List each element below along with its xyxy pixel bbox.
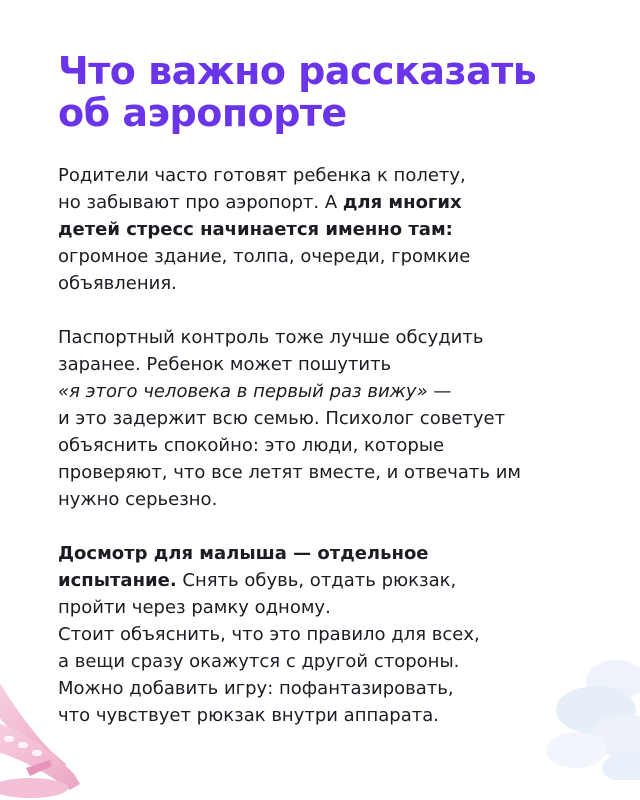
text-line: Стоит объяснить, что это правило для всех, [58, 624, 480, 645]
text-line: пройти через рамку одному. [58, 597, 331, 618]
text-line: объявления. [58, 273, 177, 294]
bold-text: Досмотр для малыша — отдельное [58, 543, 429, 564]
text-line: Паспортный контроль тоже лучше обсудить [58, 327, 484, 348]
text-line: огромное здание, толпа, очереди, громкие [58, 246, 471, 267]
text-line: объяснить спокойно: это люди, которые [58, 435, 445, 456]
text-line: заранее. Ребенок может пошутить [58, 354, 392, 375]
title-line-2: об аэропорте [58, 91, 347, 135]
bold-text: испытание. [58, 570, 177, 591]
paragraph-airport [58, 162, 618, 297]
text-line [58, 378, 618, 405]
bold-text: для многих [342, 192, 462, 213]
text-line: и это задержит всю семью. Психолог советует [58, 408, 506, 429]
text-line: нужно серьезно. [58, 489, 218, 510]
text-line [58, 189, 618, 216]
text-segment: — [427, 381, 452, 402]
text-line: а вещи сразу окажутся с другой стороны. [58, 651, 460, 672]
airplane-icon [0, 660, 90, 800]
page-title [58, 50, 598, 134]
bold-text: детей стресс начинается именно там: [58, 219, 453, 240]
text-line [58, 567, 618, 594]
title-line-1: Что важно рассказать [58, 49, 537, 93]
article-body [58, 162, 618, 729]
paragraph-security-check [58, 540, 618, 729]
text-line: что чувствует рюкзак внутри аппарата. [58, 705, 439, 726]
text-line: Можно добавить игру: пофантазировать, [58, 678, 454, 699]
paragraph-passport-control [58, 324, 618, 513]
text-segment: но забывают про аэропорт. А [58, 192, 343, 213]
cloud-icon [536, 640, 640, 780]
text-line: проверяют, что все летят вместе, и отвечать им [58, 462, 521, 483]
text-segment: Снять обувь, отдать рюкзак, [176, 570, 457, 591]
italic-quote: «я этого человека в первый раз вижу» [58, 381, 428, 402]
text-line: Родители часто готовят ребенка к полету, [58, 165, 466, 186]
